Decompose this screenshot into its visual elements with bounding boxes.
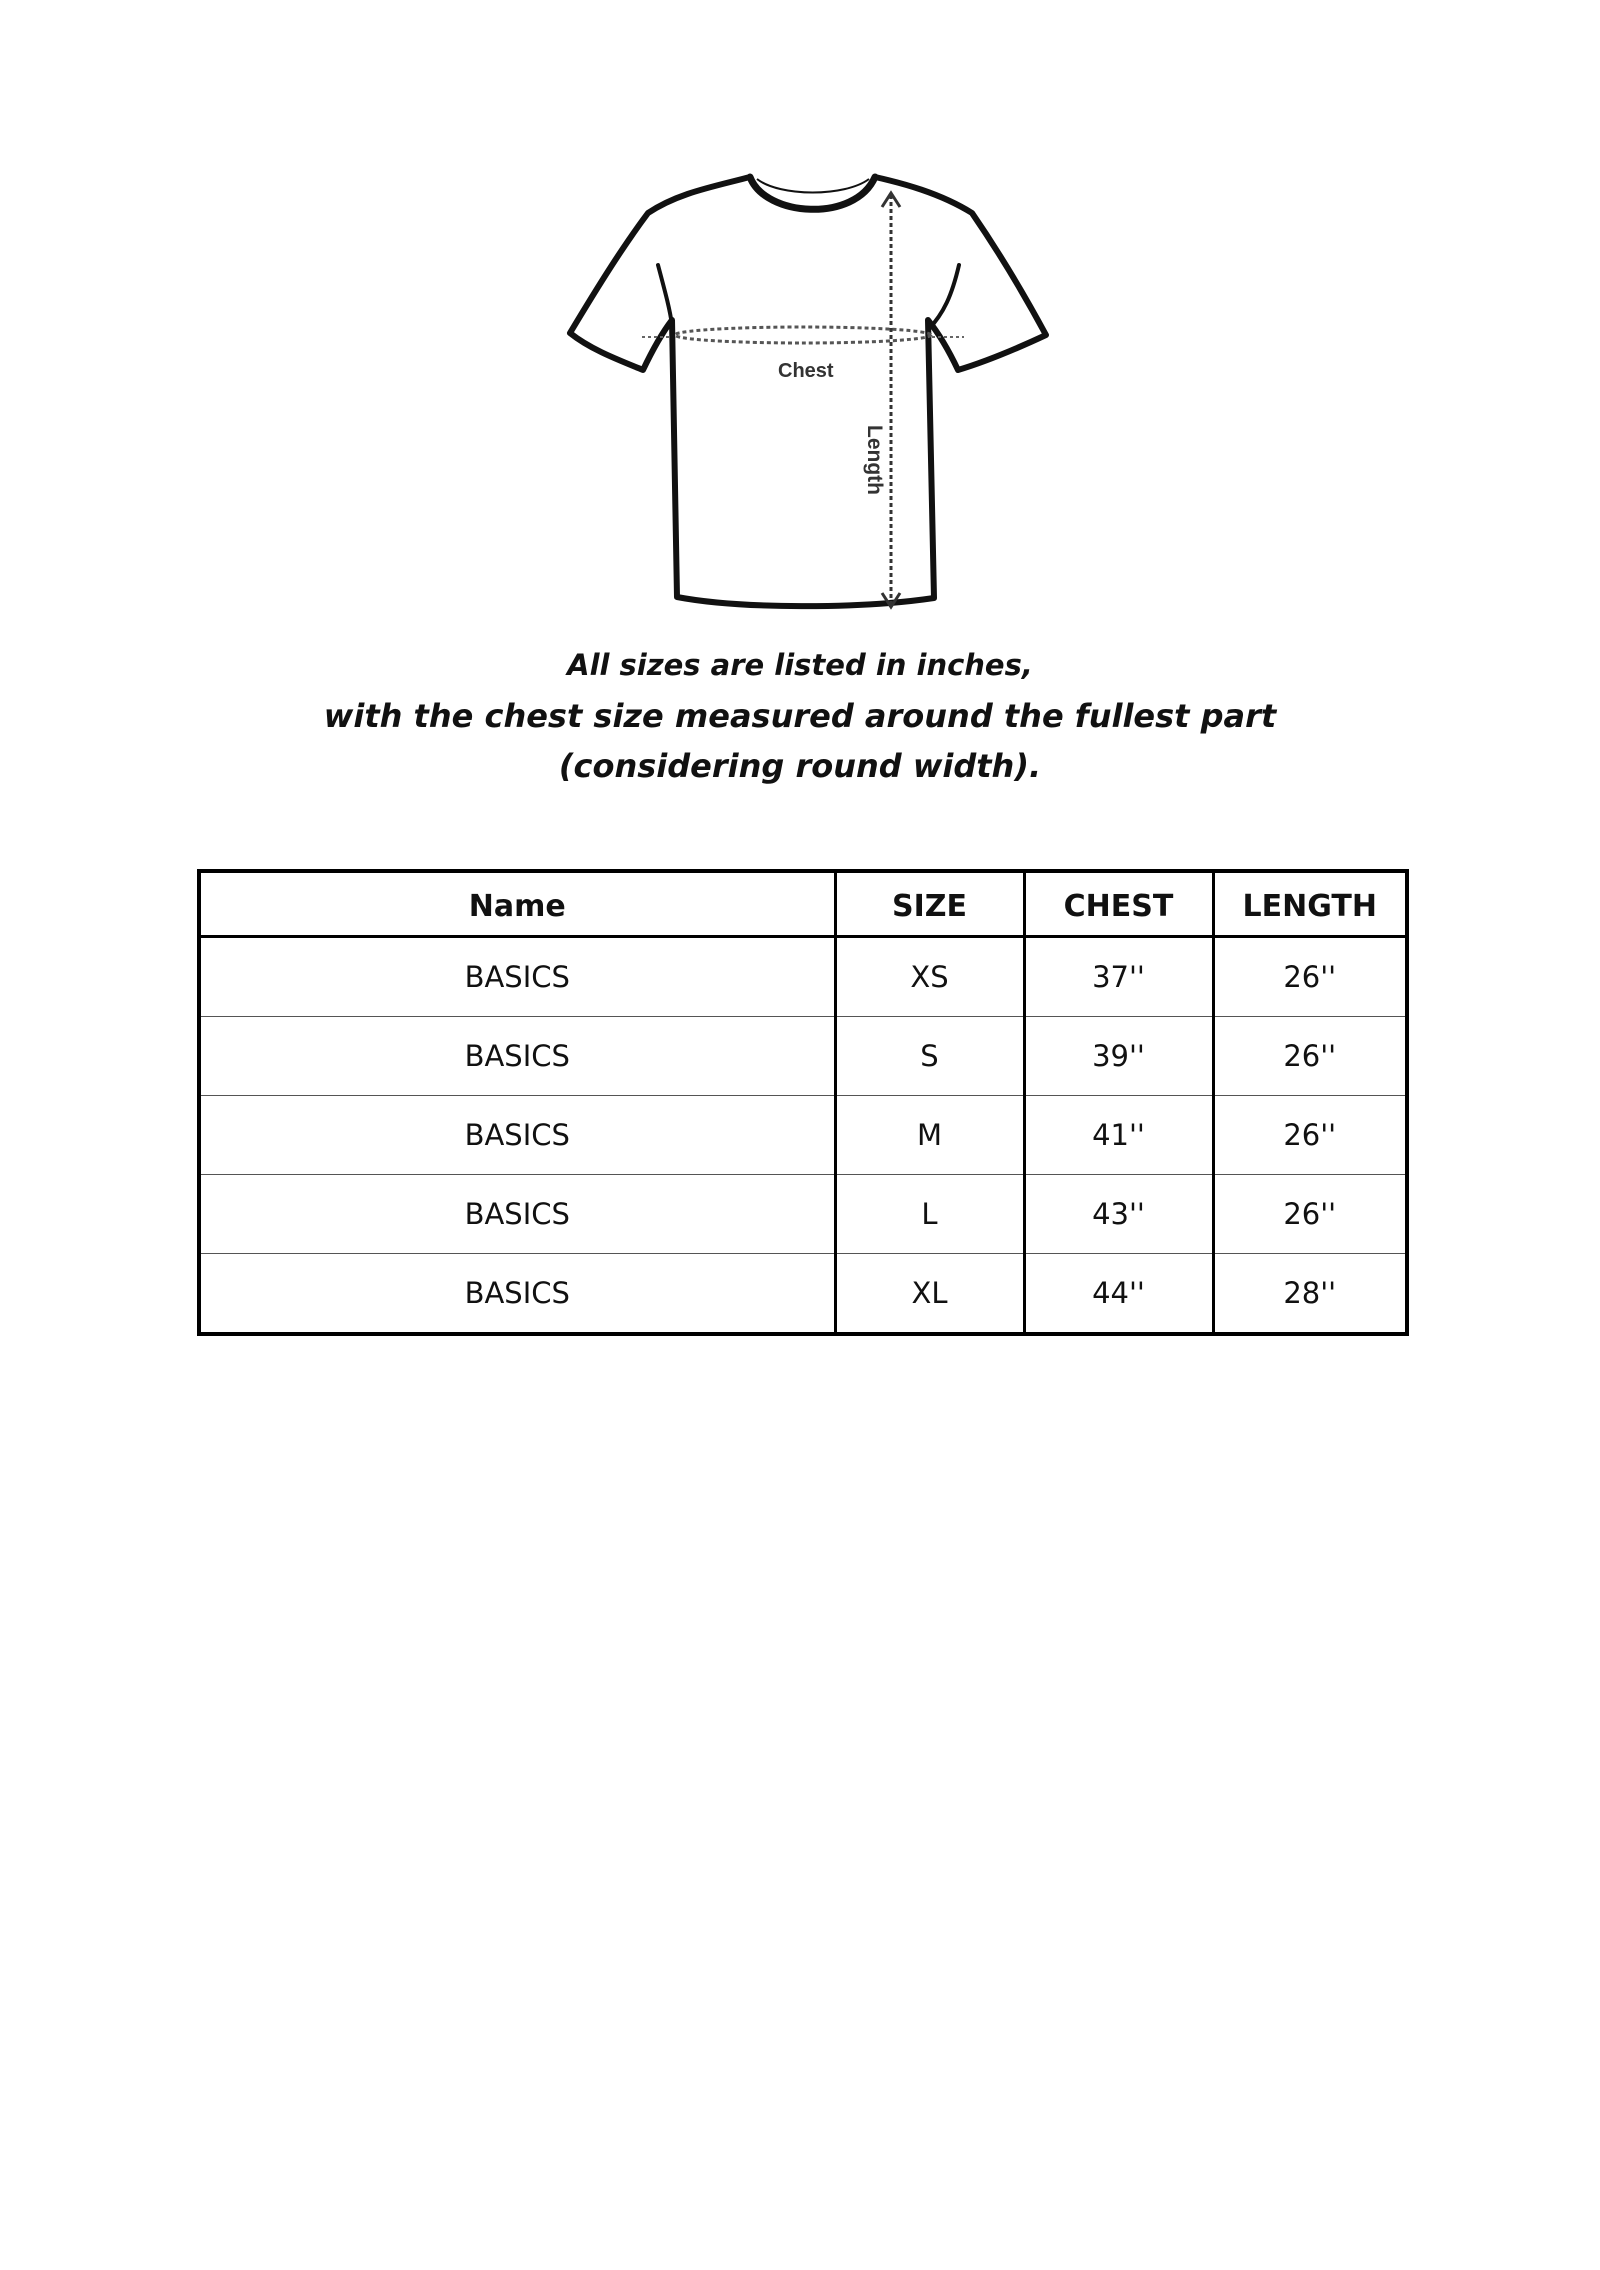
cell-name: BASICS <box>199 1175 835 1254</box>
header-length: LENGTH <box>1213 871 1407 937</box>
table-row <box>199 1175 1407 1254</box>
header-size: SIZE <box>835 871 1024 937</box>
cell-chest: 41'' <box>1024 1096 1213 1175</box>
cell-length: 28'' <box>1213 1254 1407 1335</box>
size-chart-table <box>197 869 1409 1336</box>
cell-length: 26'' <box>1213 1175 1407 1254</box>
chest-label: Chest <box>778 360 834 382</box>
cell-chest: 39'' <box>1024 1017 1213 1096</box>
cell-size: S <box>835 1017 1024 1096</box>
cell-size: L <box>835 1175 1024 1254</box>
cell-chest: 44'' <box>1024 1254 1213 1335</box>
tshirt-outline <box>570 177 1046 606</box>
cell-size: M <box>835 1096 1024 1175</box>
cell-chest: 43'' <box>1024 1175 1213 1254</box>
table-header-row <box>199 871 1407 937</box>
table-row <box>199 1254 1407 1335</box>
cell-name: BASICS <box>199 1017 835 1096</box>
cell-name: BASICS <box>199 1096 835 1175</box>
caption-line-2: with the chest size measured around the fullest part <box>323 697 1277 735</box>
caption-line-3: (considering round width). <box>558 747 1042 785</box>
cell-name: BASICS <box>199 1254 835 1335</box>
tshirt-diagram <box>560 165 1060 625</box>
table-row <box>199 1017 1407 1096</box>
header-name: Name <box>199 871 835 937</box>
cell-chest: 37'' <box>1024 937 1213 1017</box>
header-chest: CHEST <box>1024 871 1213 937</box>
table-row <box>199 1096 1407 1175</box>
table-row <box>199 937 1407 1017</box>
cell-length: 26'' <box>1213 937 1407 1017</box>
length-label: Length <box>863 425 886 495</box>
cell-length: 26'' <box>1213 1017 1407 1096</box>
cell-size: XL <box>835 1254 1024 1335</box>
cell-name: BASICS <box>199 937 835 1017</box>
caption-line-1: All sizes are listed in inches, <box>567 648 1033 682</box>
cell-length: 26'' <box>1213 1096 1407 1175</box>
cell-size: XS <box>835 937 1024 1017</box>
